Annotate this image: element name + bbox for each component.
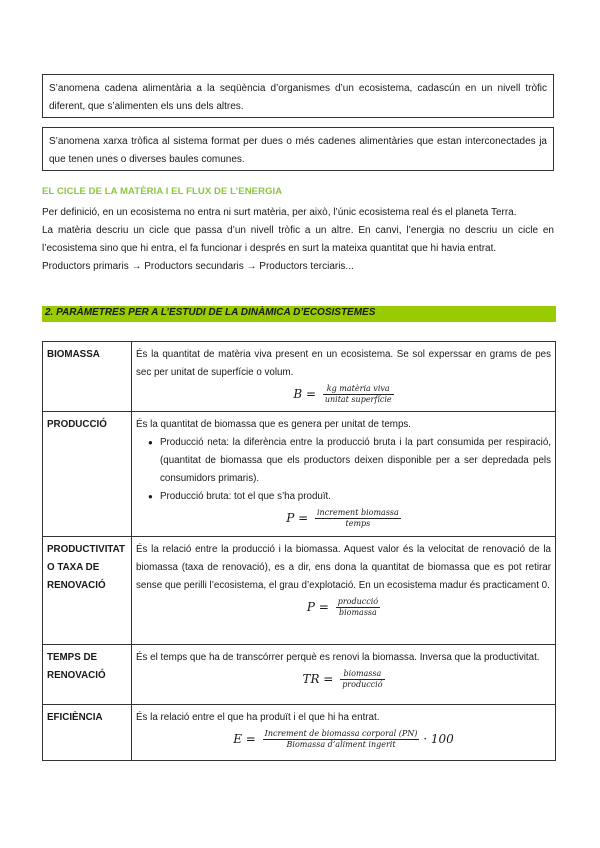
produccio-formula [136,508,551,529]
table-row [43,342,556,412]
food-web-definition: S’anomena xarxa tròfica al sistema format per dues o més cadenes alimentàries que estan interconectades ja que tenen unes o diverses baules comunes. [49,136,547,165]
productivitat-content [132,537,556,645]
biomassa-text: És la quantitat de matèria viva present en un ecosistema. Se sol experssar en grams de pes sec per unitat de superfície o volum. [136,349,551,378]
formula-lhs: E = [233,732,256,746]
formula-lhs: P = [306,600,329,614]
produccio-content [132,412,556,537]
food-chain-definition: S’anomena cadena alimentària a la seqüència d’organismes d’un ecosistema, cadascún en un nivell tròfic diferent, que s’alimenten els uns dels altres. [49,83,547,112]
formula-numerator: producció [337,597,379,606]
produccio-label: PRODUCCIÓ [43,412,132,537]
formula-denominator: Biomassa d’aliment ingerit [286,740,396,749]
productivitat-label: PRODUCTIVITAT O TAXA DE RENOVACIÓ [43,537,132,645]
formula-denominator: biomassa [338,608,377,617]
formula-denominator: unitat superfície [324,395,392,404]
formula-numerator: increment biomassa [316,508,399,517]
formula-lhs: P = [286,511,309,525]
table-row [43,705,556,761]
biomassa-formula [136,384,551,405]
cycle-paragraph [42,204,554,276]
section-2-heading-bar [42,306,556,322]
productivitat-text: És la relació entre la producció i la biomassa. Aquest valor és la velocitat de renovació de la biomassa (taxa de renovació), es a dir, ens dona la quantitat de biomassa que es pot retirar sense que perilli l’ecosistema, el grau d’explotació. En un ecosistema madur és practicament 0. [136,544,551,591]
cycle-heading: EL CICLE DE LA MATÈRIA I EL FLUX DE L’ENERGIA [42,186,283,197]
formula-fraction [263,729,420,750]
eficiencia-label: EFICIÈNCIA [43,705,132,761]
formula-numerator: Increment de biomassa corporal (PN) [264,729,418,738]
formula-fraction [340,669,384,690]
temps-content [132,645,556,705]
list-item: ● Producció neta: la diferència entre la producció bruta i la part consumida per respiració, (quantitat de biomassa que els productors deixen disponible per a ser depredada pels consumidors primaris). [150,434,551,488]
table-row [43,645,556,705]
parameters-table [42,341,556,761]
formula-fraction [315,508,401,529]
cycle-line-2: La matèria descriu un cicle que passa d’un nivell tròfic a un altre. En canvi, l’energia no descriu un cicle en l’ecosistema sino que hi entra, el fa funcionar i després en surt la mateixa quantitat que hi havia entrat. [42,225,554,254]
formula-numerator: kg matèria viva [323,384,394,395]
list-item: ● Producció bruta: tot el que s’ha produït. [150,488,551,506]
produccio-text: És la quantitat de biomassa que es genera per unitat de temps. [136,419,412,430]
formula-lhs: B = [293,387,316,401]
food-chain-definition-box [42,74,554,118]
temps-formula [136,669,551,690]
biomassa-content [132,342,556,412]
formula-rhs: · 100 [423,732,454,746]
productivitat-formula [136,597,551,618]
table-row [43,537,556,645]
table-row [43,412,556,537]
formula-lhs: TR = [302,672,334,686]
biomassa-label: BIOMASSA [43,342,132,412]
temps-text: És el temps que ha de transcórrer perquè es renovi la biomassa. Inversa que la productivitat. [136,652,540,663]
section-2-title: 2. PARÀMETRES PER A L’ESTUDI DE LA DINÀMICA D’ECOSISTEMES [45,307,376,318]
formula-fraction [323,384,394,405]
eficiencia-formula [136,729,551,750]
formula-denominator: producció [342,680,383,689]
cycle-line-3: Productors primaris → Productors secundaris → Productors terciaris... [42,261,354,272]
formula-fraction [336,597,380,618]
temps-label: TEMPS DE RENOVACIÓ [43,645,132,705]
eficiencia-text: És la relació entre el que ha produït i el que hi ha entrat. [136,712,380,723]
formula-denominator: temps [345,519,371,528]
formula-numerator: biomassa [340,669,384,680]
cycle-line-1: Per definició, en un ecosistema no entra ni surt matèria, per això, l’únic ecosistema real és el planeta Terra. [42,207,517,218]
eficiencia-content [132,705,556,761]
produccio-bullets [136,434,551,506]
food-web-definition-box [42,127,554,171]
